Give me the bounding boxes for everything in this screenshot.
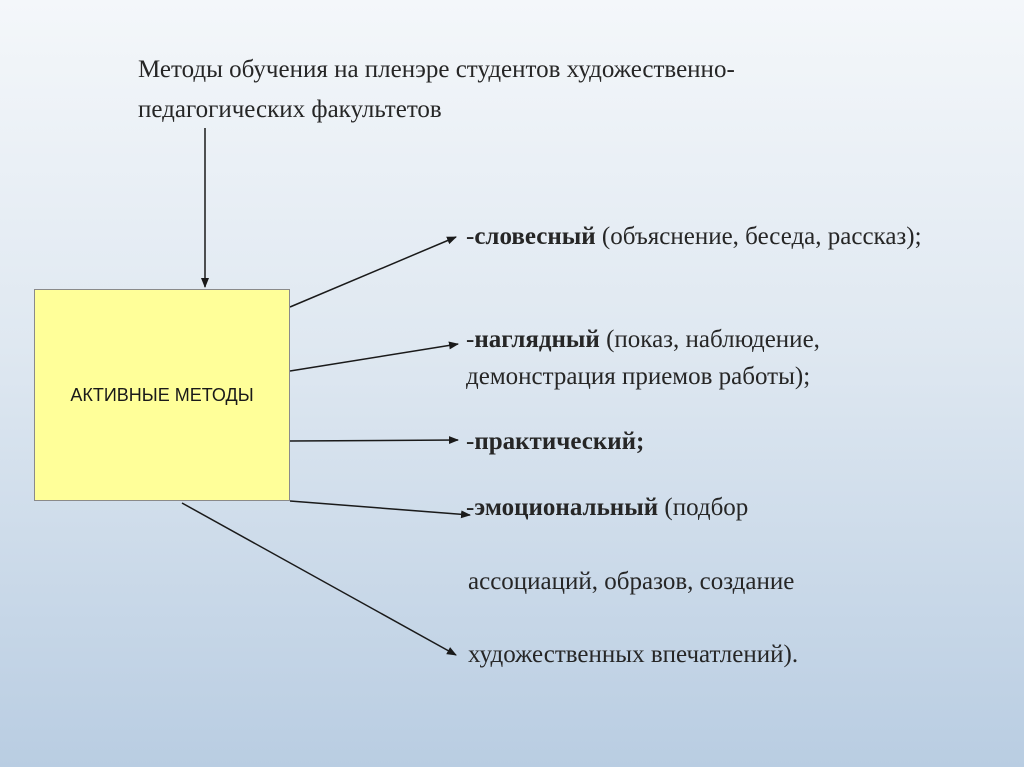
- method-item-emotsionalny: -эмоциональный (подбор: [466, 494, 749, 521]
- method-item-naglyadny: -наглядный (показ, наблюдение, демонстрация приемов работы);: [466, 326, 820, 390]
- emotional-detail-line: ассоциаций, образов, создание: [468, 568, 795, 595]
- method-detail: (показ, наблюдение, демонстрация приемов работы);: [466, 326, 820, 390]
- method-term: словесный: [474, 223, 596, 250]
- arrow-to-naglyadny: [290, 344, 458, 371]
- arrow-to-emotsionalny: [290, 501, 470, 515]
- active-methods-label: АКТИВНЫЕ МЕТОДЫ: [70, 384, 254, 405]
- arrow-to-prakticheskiy: [290, 440, 458, 441]
- method-term: наглядный: [474, 326, 600, 353]
- arrow-to-vpechatleniya: [182, 503, 456, 655]
- method-item-slovesny: -словесный (объяснение, беседа, рассказ);: [466, 223, 922, 250]
- method-term: эмоциональный: [474, 494, 659, 521]
- active-methods-box: [34, 289, 290, 501]
- method-item-prakticheskiy: -практический;: [466, 428, 645, 455]
- method-detail: (подбор: [658, 494, 749, 521]
- diagram-title: Методы обучения на пленэре студентов художественно-педагогических факультетов: [138, 56, 735, 123]
- arrow-to-slovesny: [290, 237, 456, 307]
- method-detail: (объяснение, беседа, рассказ);: [595, 223, 922, 250]
- emotional-detail-line: художественных впечатлений).: [468, 641, 799, 668]
- method-term: практический;: [474, 428, 645, 455]
